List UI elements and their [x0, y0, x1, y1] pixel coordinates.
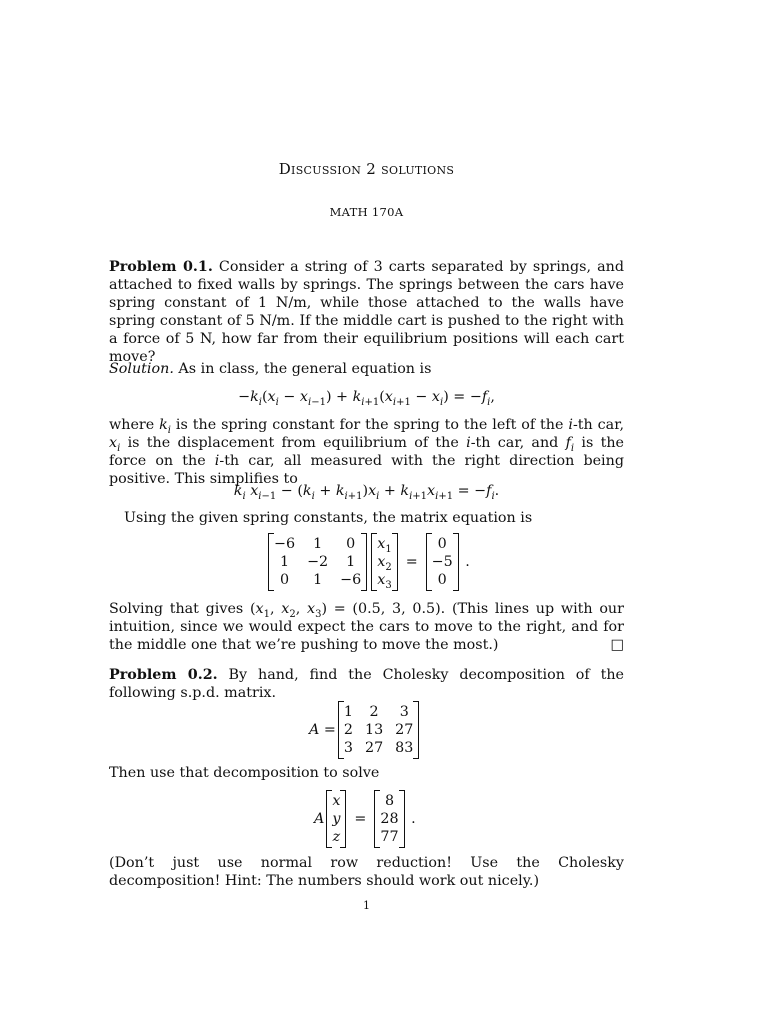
problem-1-text: Consider a string of 3 carts separated by springs, and attached to fixed walls by springs. The springs between the cars have spring constant of 1 N/m, while those attached to the walls have spring constant of 5 N/m. If the middle cart is pushed to the right with a force of 5 N, how far from their equilibrium positions will each cart move? [109, 259, 624, 365]
matrix-A-entry: 2 [369, 704, 379, 720]
rhs-vector-entry: 28 [380, 811, 399, 827]
rhs-vector-entry: 77 [380, 829, 399, 845]
matrix-A-entry: 13 [364, 722, 384, 738]
spring-matrix-entry: 1 [313, 536, 323, 552]
simplified-equation: $k_i$ $x_{i-1} - (k_i + k_{i+1})x_i + k_{i+1}x_{i+1} = -f_i$. [233, 483, 500, 502]
spring-matrix-entry: 0 [346, 536, 356, 552]
rhs-vector [374, 790, 404, 848]
page-number: 1 [363, 899, 370, 912]
matrix-A-entry: 27 [364, 740, 384, 756]
equals-sign: = [405, 554, 418, 570]
problem-2-statement [109, 666, 624, 702]
unknown-vector-entry: x [332, 793, 341, 809]
equals-sign-2: = [354, 811, 367, 827]
spring-matrix-entry: 1 [313, 572, 323, 588]
displacement-vector [371, 533, 397, 591]
force-vector-entry: −5 [431, 554, 453, 570]
spring-matrix-entry: 1 [279, 554, 290, 570]
matrix-A-entry: 83 [395, 740, 414, 756]
period-2: . [406, 811, 416, 827]
matrix-A-entry: 2 [343, 722, 353, 738]
then-text: Then use that decomposition to solve [109, 765, 380, 781]
displacement-vector-entry: $x_1$ [377, 536, 392, 555]
problem-2-text: By hand, find the Cholesky decomposition of the following s.p.d. matrix. [109, 667, 624, 701]
displacement-vector-entry: $x_2$ [377, 554, 392, 573]
force-vector-entry: 0 [437, 572, 447, 588]
problem-2-label: Problem 0.2. [109, 667, 218, 683]
solution-1-intro [109, 360, 624, 378]
matrix-intro-text: Using the given spring constants, the matrix equation is [124, 510, 533, 526]
force-vector [426, 533, 459, 591]
unknown-vector [326, 790, 346, 848]
solution-1-result: Solving that gives ($x_1$, $x_2$, $x_3) = (0.5$, 3, 0.5). (This lines up with our intuition, since we would expect the cars to move to the right, and for the middle one that we’re pushing to move the most.) [109, 601, 624, 653]
matrix-A-symbol: A = [309, 722, 336, 738]
problem-1-statement [109, 258, 624, 366]
rhs-vector-entry: 8 [384, 793, 395, 809]
problem-1-label: Problem 0.1. [109, 259, 213, 275]
force-vector-entry: 0 [437, 536, 447, 552]
matrix-A-entry: 3 [343, 740, 353, 756]
solution-label: Solution. [109, 361, 174, 377]
course-code: MATH 170A [329, 205, 404, 219]
period: . [460, 554, 470, 570]
matrix-A-entry: 3 [399, 704, 409, 720]
unknown-vector-entry: y [332, 811, 341, 827]
matrix-equation-2 [314, 790, 416, 848]
matrix-A [338, 701, 420, 759]
general-equation: $-k_i(x_i - x_{i-1}) + k_{i+1}(x_{i+1} - x_i) = -f_i$, [238, 389, 495, 408]
spring-matrix-entry: −6 [274, 536, 296, 552]
matrix-A-definition [309, 701, 421, 759]
spring-matrix-entry: 0 [279, 572, 290, 588]
spring-matrix-entry: −6 [340, 572, 362, 588]
matrix-equation-1 [266, 533, 470, 591]
page-title: Discussion 2 solutions [278, 160, 455, 178]
matrix-A-entry: 27 [395, 722, 414, 738]
solution-1-explanation: where $k_i$ is the spring constant for the spring to the left of the i-th car, $x_i$ is the displacement from equilibrium of the i-th car, and $f_i$ is the force on the i-th car, all measured with the right direction being positive. This simplifies to [109, 417, 625, 487]
qed-symbol: □ [610, 637, 624, 653]
spring-matrix-entry: −2 [307, 554, 329, 570]
unknown-vector-entry: z [332, 829, 341, 845]
matrix-A-entry: 1 [343, 704, 353, 720]
matrix-A-symbol-2: A [314, 811, 325, 827]
spring-matrix [268, 533, 367, 591]
problem-2-note: (Don’t just use normal row reduction! Use the Cholesky decomposition! Hint: The numbers should work out nicely.) [109, 855, 624, 889]
solution-intro-text: As in class, the general equation is [173, 361, 432, 377]
spring-matrix-entry: 1 [346, 554, 356, 570]
displacement-vector-entry: $x_3$ [377, 572, 392, 591]
